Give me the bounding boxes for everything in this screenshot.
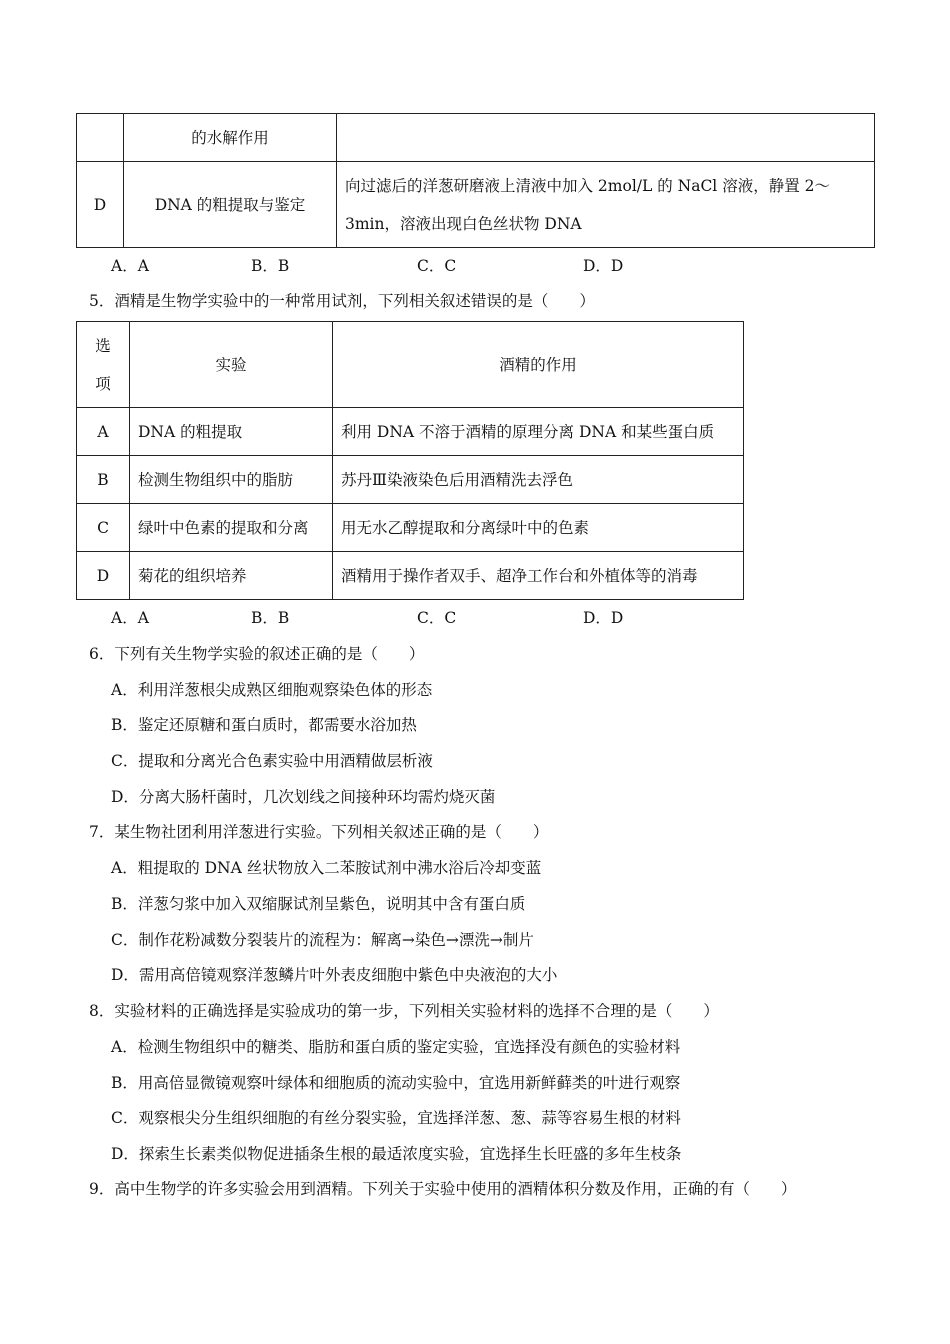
q5-choice-b[interactable]: B．B bbox=[251, 609, 290, 627]
q4-choice-d[interactable]: D．D bbox=[583, 257, 624, 275]
q5-choice-d[interactable]: D．D bbox=[583, 609, 624, 627]
role-cell: 用无水乙醇提取和分离绿叶中的色素 bbox=[333, 504, 744, 552]
option-cell bbox=[77, 114, 124, 162]
q5-table bbox=[76, 321, 744, 600]
table-row bbox=[77, 504, 744, 552]
q6-stem: 6．下列有关生物学实验的叙述正确的是（ ） bbox=[89, 645, 425, 663]
desc-cell bbox=[337, 162, 875, 248]
option-cell: A bbox=[77, 408, 130, 456]
q8-option-d[interactable]: D．探索生长素类似物促进插条生根的最适浓度实验，宜选择生长旺盛的多年生枝条 bbox=[111, 1145, 682, 1163]
desc-line: 3min，溶液出现白色丝状物 DNA bbox=[345, 214, 582, 233]
q7-option-d[interactable]: D．需用高倍镜观察洋葱鳞片叶外表皮细胞中紫色中央液泡的大小 bbox=[111, 966, 558, 984]
option-cell: D bbox=[77, 552, 130, 600]
q5-stem: 5．酒精是生物学实验中的一种常用试剂，下列相关叙述错误的是（ ） bbox=[89, 292, 595, 310]
role-cell: 酒精用于操作者双手、超净工作台和外植体等的消毒 bbox=[333, 552, 744, 600]
table-row bbox=[77, 408, 744, 456]
experiment-cell: 检测生物组织中的脂肪 bbox=[130, 456, 333, 504]
table-row bbox=[77, 456, 744, 504]
desc-line: 向过滤后的洋葱研磨液上清液中加入 2mol/L 的 NaCl 溶液，静置 2～ bbox=[345, 176, 830, 195]
experiment-cell: DNA 的粗提取与鉴定 bbox=[124, 162, 337, 248]
q8-option-c[interactable]: C．观察根尖分生组织细胞的有丝分裂实验，宜选择洋葱、葱、蒜等容易生根的材料 bbox=[111, 1109, 681, 1127]
experiment-cell: 绿叶中色素的提取和分离 bbox=[130, 504, 333, 552]
q7-option-b[interactable]: B．洋葱匀浆中加入双缩脲试剂呈紫色，说明其中含有蛋白质 bbox=[111, 895, 526, 913]
experiment-cell: 菊花的组织培养 bbox=[130, 552, 333, 600]
q7-stem: 7．某生物社团利用洋葱进行实验。下列相关叙述正确的是（ ） bbox=[89, 823, 549, 841]
q8-stem: 8．实验材料的正确选择是实验成功的第一步，下列相关实验材料的选择不合理的是（ ） bbox=[89, 1002, 719, 1020]
q4-choice-a[interactable]: A．A bbox=[111, 257, 149, 275]
table-row bbox=[77, 162, 875, 248]
header-experiment: 实验 bbox=[130, 322, 333, 408]
table-row bbox=[77, 114, 875, 162]
q5-choice-a[interactable]: A．A bbox=[111, 609, 149, 627]
q4-table bbox=[76, 113, 875, 248]
experiment-cell: 的水解作用 bbox=[124, 114, 337, 162]
option-cell: B bbox=[77, 456, 130, 504]
q5-choice-c[interactable]: C．C bbox=[417, 609, 457, 627]
option-cell: C bbox=[77, 504, 130, 552]
table-row bbox=[77, 552, 744, 600]
q6-option-a[interactable]: A．利用洋葱根尖成熟区细胞观察染色体的形态 bbox=[111, 681, 433, 699]
option-cell: D bbox=[77, 162, 124, 248]
header-option: 选 项 bbox=[77, 322, 130, 408]
q6-option-d[interactable]: D．分离大肠杆菌时，几次划线之间接种环均需灼烧灭菌 bbox=[111, 788, 496, 806]
desc-cell bbox=[337, 114, 875, 162]
experiment-cell: DNA 的粗提取 bbox=[130, 408, 333, 456]
q8-option-a[interactable]: A．检测生物组织中的糖类、脂肪和蛋白质的鉴定实验，宜选择没有颜色的实验材料 bbox=[111, 1038, 681, 1056]
q6-option-b[interactable]: B．鉴定还原糖和蛋白质时，都需要水浴加热 bbox=[111, 716, 417, 734]
q7-option-a[interactable]: A．粗提取的 DNA 丝状物放入二苯胺试剂中沸水浴后冷却变蓝 bbox=[111, 859, 542, 877]
q9-stem: 9．高中生物学的许多实验会用到酒精。下列关于实验中使用的酒精体积分数及作用，正确的有（ ） bbox=[89, 1180, 797, 1198]
q8-option-b[interactable]: B．用高倍显微镜观察叶绿体和细胞质的流动实验中，宜选用新鲜藓类的叶进行观察 bbox=[111, 1074, 681, 1092]
role-cell: 利用 DNA 不溶于酒精的原理分离 DNA 和某些蛋白质 bbox=[333, 408, 744, 456]
q4-choice-c[interactable]: C．C bbox=[417, 257, 457, 275]
q6-option-c[interactable]: C．提取和分离光合色素实验中用酒精做层析液 bbox=[111, 752, 433, 770]
role-cell: 苏丹Ⅲ染液染色后用酒精洗去浮色 bbox=[333, 456, 744, 504]
header-role: 酒精的作用 bbox=[333, 322, 744, 408]
q4-choice-b[interactable]: B．B bbox=[251, 257, 290, 275]
q7-option-c[interactable]: C．制作花粉减数分裂装片的流程为：解离→染色→漂洗→制片 bbox=[111, 931, 534, 949]
table-header-row bbox=[77, 322, 744, 408]
